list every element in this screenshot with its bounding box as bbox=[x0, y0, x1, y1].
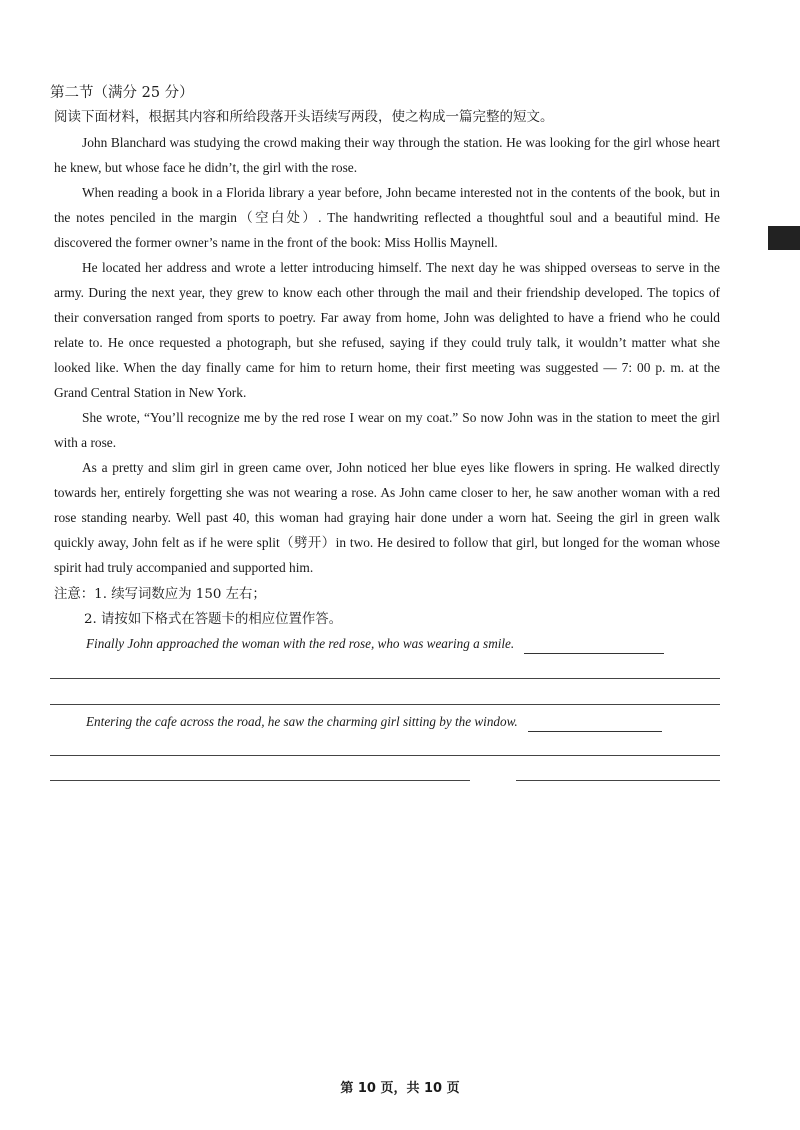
answer-line[interactable] bbox=[50, 678, 720, 679]
prompt-1-text: Finally John approached the woman with the red rose, who was wearing a smile. bbox=[86, 636, 515, 651]
binding-edge-mark bbox=[768, 226, 800, 250]
passage-paragraph: He located her address and wrote a letter introducing himself. The next day he was shipped overseas to serve in the army. During the next year, they grew to know each other through the mail and their friendship developed. The topics of their conversation ranged from sports to poetry. Far away from home, John was delighted to have a friend who he could relate to. He once requested a photograph, but she refused, saying if they could truly talk, it wouldn’t matter what she looked like. When the day finally came for him to return home, their first meeting was suggested — 7: 00 p. m. at the Grand Central Station in New York. bbox=[54, 260, 720, 400]
prompt-2-text: Entering the cafe across the road, he saw the charming girl sitting by the window. bbox=[86, 714, 518, 729]
page-footer: 第 10 页，共 10 页 bbox=[340, 1081, 460, 1096]
reading-passage bbox=[54, 130, 720, 580]
continuation-prompt-1 bbox=[86, 634, 722, 654]
answer-line[interactable] bbox=[50, 755, 720, 756]
notes-block bbox=[54, 582, 720, 632]
answer-line[interactable] bbox=[516, 780, 720, 781]
continuation-prompt-2 bbox=[86, 712, 722, 732]
answer-blank-inline-1[interactable] bbox=[524, 638, 664, 654]
passage-paragraph: She wrote, “You’ll recognize me by the red rose I wear on my coat.” So now John was in the station to meet the girl with a rose. bbox=[54, 410, 720, 450]
task-instruction: 阅读下面材料，根据其内容和所给段落开头语续写两段，使之构成一篇完整的短文。 bbox=[54, 109, 554, 125]
passage-paragraph: When reading a book in a Florida library a year before, John became interested not in the contents of the book, but in the notes penciled in the margin（空白处）. The handwriting reflected a thoughtful soul and a beautiful mind. He discovered the former owner’s name in the front of the book: Miss Hollis Maynell. bbox=[54, 185, 720, 250]
section-title: 第二节（满分 25 分） bbox=[50, 85, 194, 101]
answer-blank-inline-2[interactable] bbox=[528, 716, 662, 732]
note-format: 2. 请按如下格式在答题卡的相应位置作答。 bbox=[84, 612, 343, 627]
passage-paragraph: John Blanchard was studying the crowd making their way through the station. He was looking for the girl whose heart he knew, but whose face he didn’t, the girl with the rose. bbox=[54, 135, 720, 175]
passage-paragraph: As a pretty and slim girl in green came over, John noticed her blue eyes like flowers in spring. He walked directly towards her, entirely forgetting she was not wearing a rose. As John came closer to her, he saw another woman with a red rose standing nearby. Well past 40, this woman had graying hair done under a worn hat. Seeing the girl in green walk quickly away, John felt as if he were split（劈开）in two. He desired to follow that girl, but longed for the woman whose spirit had truly accompanied and supported him. bbox=[54, 460, 720, 575]
note-word-count: 注意：1. 续写词数应为 150 左右； bbox=[54, 587, 266, 602]
answer-line[interactable] bbox=[50, 780, 470, 781]
answer-line[interactable] bbox=[50, 704, 720, 705]
